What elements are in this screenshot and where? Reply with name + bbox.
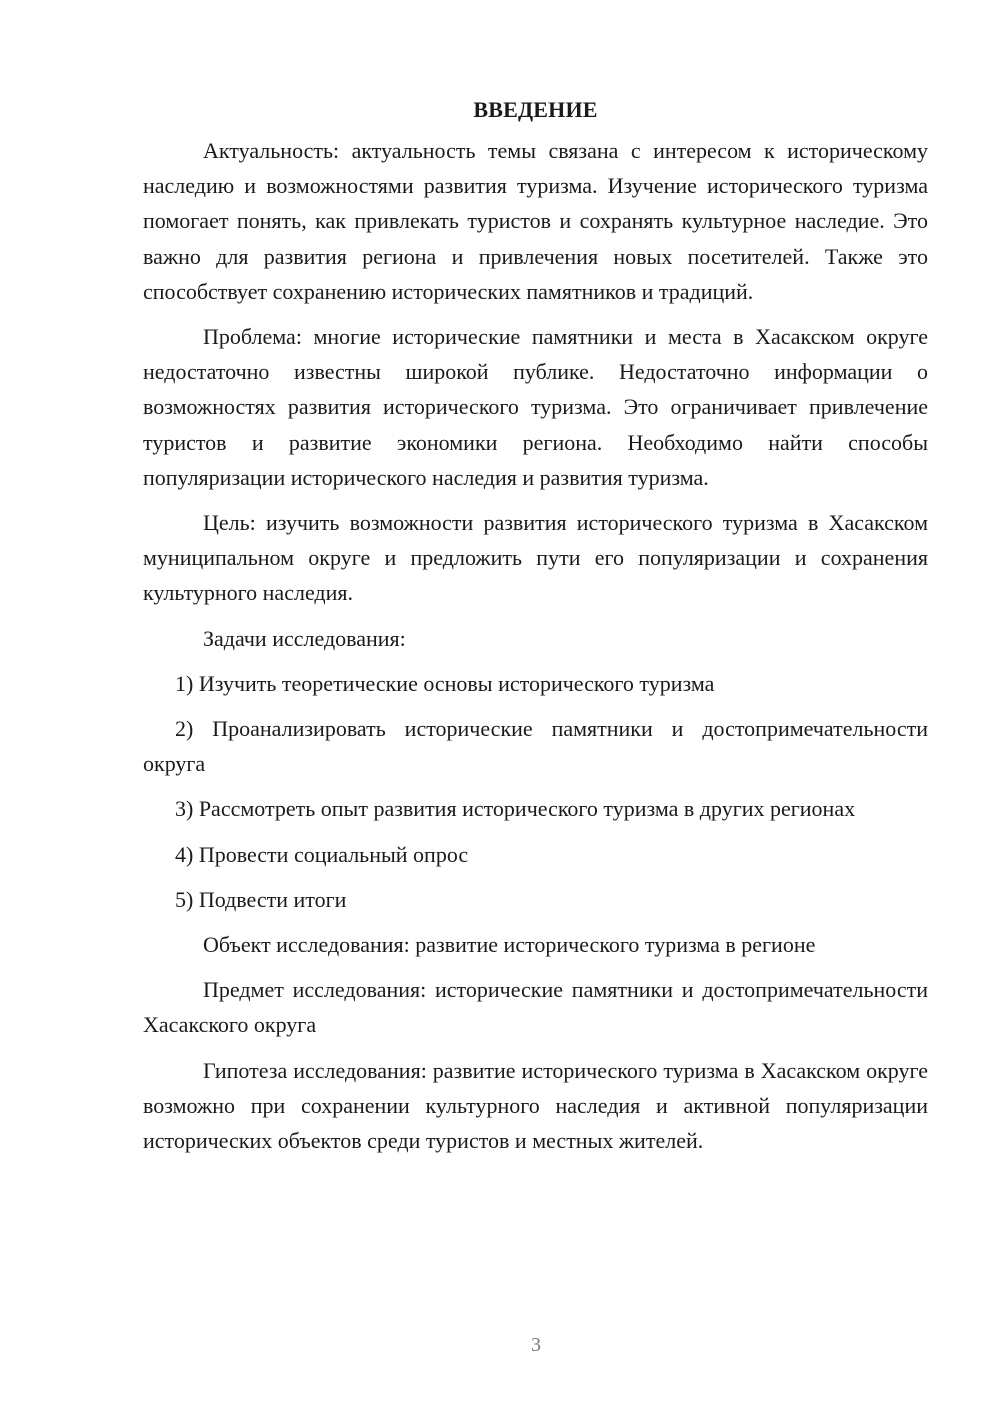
tasks-heading: Задачи исследования: (203, 625, 406, 651)
object-paragraph: Объект исследования: развитие исторического туризма в регионе (203, 932, 816, 958)
task-item-3: 3) Рассмотреть опыт развития исторического туризма в других регионах (175, 796, 856, 822)
goal-paragraph: Цель: изучить возможности развития исторического туризма в Хасакском муниципальном округе и предложить пути его популяризации и сохранения культурного наследия. (143, 510, 928, 606)
relevance-paragraph: Актуальность: актуальность темы связана с интересом к историческому наследию и возможностями развития туризма. Изучение исторического туризма помогает понять, как привлекать туристов и сохранять культурное наследие. Это важно для развития региона и привлечения новых посетителей. Также это способствует сохранению исторических памятников и традиций. (143, 138, 928, 304)
subject-paragraph: Предмет исследования: исторические памятники и достопримечательности Хасакского округа (143, 977, 928, 1038)
hypothesis-paragraph: Гипотеза исследования: развитие исторического туризма в Хасакском округе возможно при сохранении культурного наследия и активной популяризации исторических объектов среди туристов и местных жителей. (143, 1057, 928, 1154)
problem-paragraph: Проблема: многие исторические памятники и места в Хасакском округе недостаточно известны широкой публике. Недостаточно информации о возможностях развития исторического туризма. Это ограничивает привлечение туристов и развитие экономики региона. Необходимо найти способы популяризации исторического наследия и развития туризма. (143, 324, 928, 490)
task-item-2: 2) Проанализировать исторические памятники и достопримечательности округа (143, 716, 928, 777)
task-item-5: 5) Подвести итоги (175, 886, 347, 912)
page-number: 3 (531, 1334, 541, 1356)
task-item-4: 4) Провести социальный опрос (175, 841, 469, 867)
document-page (143, 92, 928, 1168)
section-title: ВВЕДЕНИЕ (473, 97, 598, 122)
task-item-1: 1) Изучить теоретические основы исторического туризма (175, 670, 715, 696)
